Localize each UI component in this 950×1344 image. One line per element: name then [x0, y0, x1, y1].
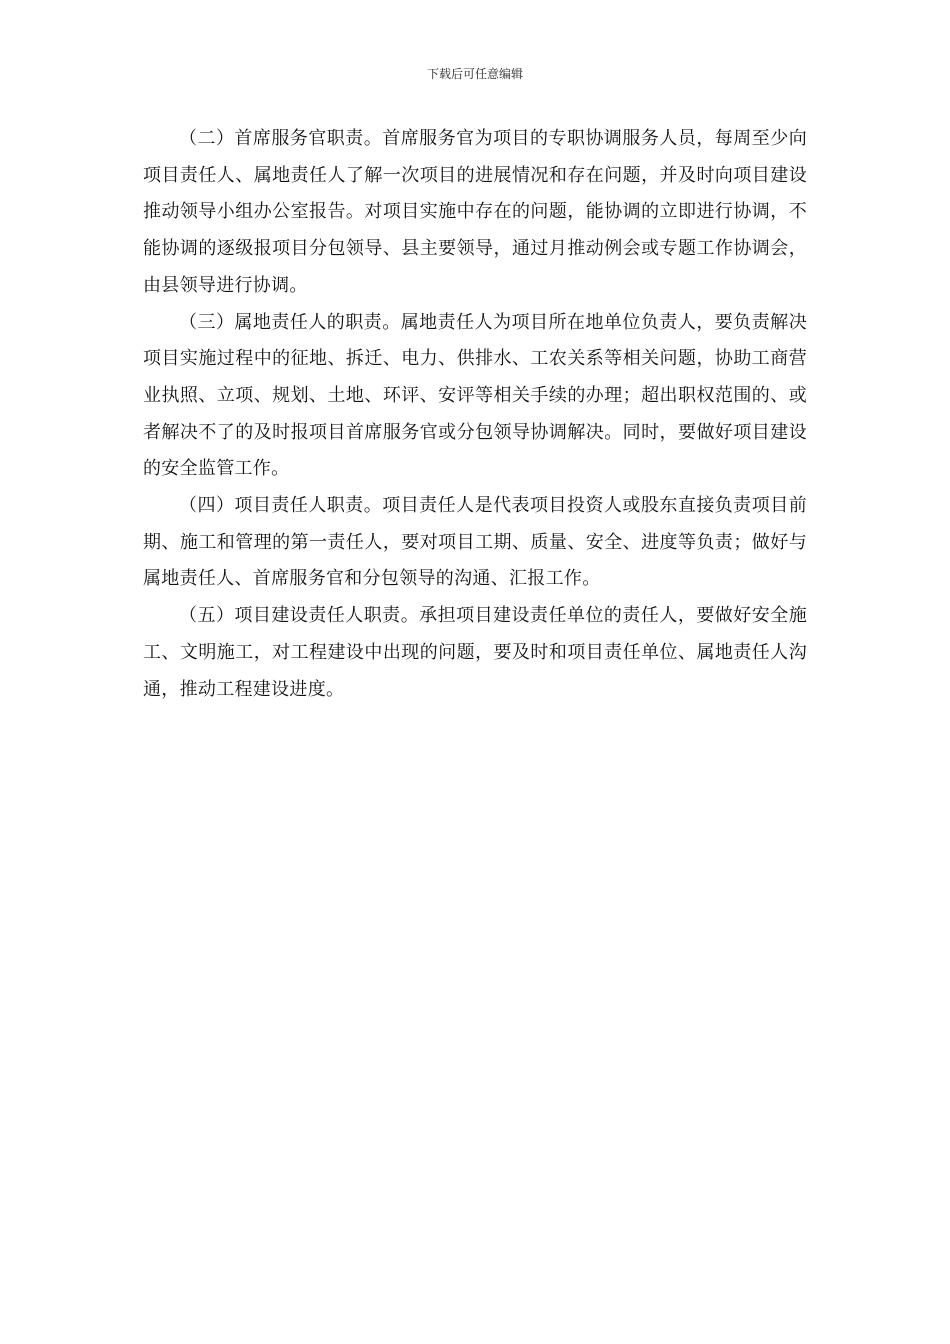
- paragraph-chief-service-officer: （二）首席服务官职责。首席服务官为项目的专职协调服务人员，每周至少向项目责任人、属地责任人了解一次项目的进展情况和存在问题，并及时向项目建设推动领导小组办公室报告。对项目实施中存在的问题，能协调的立即进行协调，不能协调的逐级报项目分包领导、县主要领导，通过月推动例会或专题工作协调会，由县领导进行协调。: [143, 128, 807, 296]
- document-body: [143, 121, 807, 708]
- paragraph-project-responsible-person: （四）项目责任人职责。项目责任人是代表项目投资人或股东直接负责项目前期、施工和管理的第一责任人，要对项目工期、质量、安全、进度等负责；做好与属地责任人、首席服务官和分包领导的沟通、汇报工作。: [143, 495, 807, 590]
- paragraph-local-responsible-person: （三）属地责任人的职责。属地责任人为项目所在地单位负责人，要负责解决项目实施过程中的征地、拆迁、电力、供排水、工农关系等相关问题，协助工商营业执照、立项、规划、土地、环评、安评等相关手续的办理；超出职权范围的、或者解决不了的及时报项目首席服务官或分包领导协调解决。同时，要做好项目建设的安全监管工作。: [143, 311, 807, 480]
- paragraph-construction-responsible-person: （五）项目建设责任人职责。承担项目建设责任单位的责任人，要做好安全施工、文明施工，对工程建设中出现的问题，要及时和项目责任单位、属地责任人沟通，推动工程建设进度。: [143, 605, 807, 700]
- page-header: 下载后可任意编辑: [426, 67, 523, 81]
